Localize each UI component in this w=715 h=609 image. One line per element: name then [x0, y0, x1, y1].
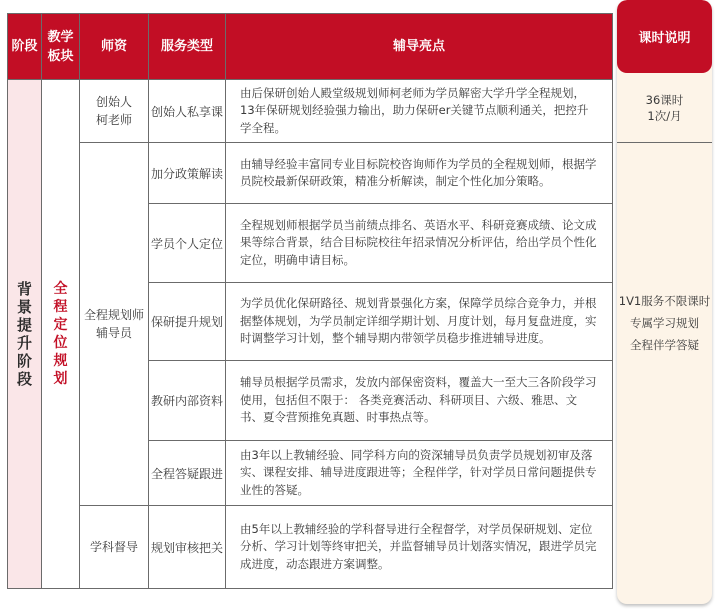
- table-row: [8, 80, 613, 143]
- service-description: 由5年以上教辅经验的学科督导进行全程督学，对学员保研规划、定位分析、学习计划等终审把关，并监督辅导员计划落实情况，跟进学员完成进度，动态跟进方案调整。: [226, 506, 613, 589]
- service-description: 全程规划师根据学员当前绩点排名、英语水平、科研竞赛成绩、论文成果等综合背景，结合目标院校往年招录情况分析评估，给出学员个性化定位，明确申请目标。: [226, 204, 613, 283]
- service-description: 由后保研创始人殿堂级规划师柯老师为学员解密大学升学全程规划，13年保研规划经验强力输出，助力保研er关键节点顺利通关，把控升学全程。: [226, 80, 613, 143]
- table-row: [8, 143, 613, 204]
- class-hours-panel: [617, 0, 712, 604]
- header-highlights: 辅导亮点: [226, 14, 613, 80]
- header-teaching-block: 教学 板块: [42, 14, 80, 80]
- service-type: 全程答疑跟进: [149, 441, 226, 506]
- teacher-founder: 创始人 柯老师: [80, 80, 149, 143]
- service-type: 保研提升规划: [149, 283, 226, 361]
- block-label: 全程定位规划: [53, 281, 68, 387]
- service-type: 规划审核把关: [149, 506, 226, 589]
- panel-line: 全程伴学答疑: [630, 338, 699, 352]
- teacher-supervisor: 学科督导: [80, 506, 149, 589]
- service-type: 学员个人定位: [149, 204, 226, 283]
- hours-count: 36课时: [645, 92, 684, 107]
- header-service-type: 服务类型: [149, 14, 226, 80]
- teacher-planner: 全程规划师 辅导员: [80, 143, 149, 506]
- service-table: [7, 13, 613, 589]
- service-description: 由3年以上教辅经验、同学科方向的资深辅导员负责学员规划初审及落实、课程安排、辅导进度跟进等；全程伴学，针对学员日常问题提供专业性的答疑。: [226, 441, 613, 506]
- block-cell: [42, 80, 80, 589]
- service-type: 教研内部资料: [149, 361, 226, 441]
- service-type: 创始人私享课: [149, 80, 226, 143]
- header-teachers: 师资: [80, 14, 149, 80]
- header-stage: 阶段: [8, 14, 42, 80]
- panel-line: 专属学习规划: [630, 316, 699, 330]
- stage-label: 背景提升阶段: [16, 280, 32, 388]
- stage-cell: [8, 80, 42, 589]
- service-type: 加分政策解读: [149, 143, 226, 204]
- header-row: [8, 14, 613, 80]
- service-description: 为学员优化保研路径、规划背景强化方案，保障学员综合竞争力，并根据整体规划，为学员制定详细学期计划、月度计划，每月复盘进度，实时调整学习计划，整个辅导期内带领学员稳步推进辅导进度。: [226, 283, 613, 361]
- hours-frequency: 1次/月: [647, 108, 682, 123]
- panel-title: 课时说明: [617, 0, 712, 73]
- service-description: 由辅导经验丰富同专业目标院校咨询师作为学员的全程规划师，根据学员院校最新保研政策，精准分析解读，制定个性化加分策略。: [226, 143, 613, 204]
- panel-founder-hours: [617, 73, 712, 143]
- panel-planner-hours: [617, 143, 712, 503]
- panel-line: 1V1服务不限课时: [618, 294, 711, 308]
- table-row: [8, 506, 613, 589]
- service-description: 辅导员根据学员需求，发放内部保密资料，覆盖大一至大三各阶段学习使用，包括但不限于： 各类竞赛活动、科研项目、六级、雅思、文书、夏令营预推免真题、时事热点等。: [226, 361, 613, 441]
